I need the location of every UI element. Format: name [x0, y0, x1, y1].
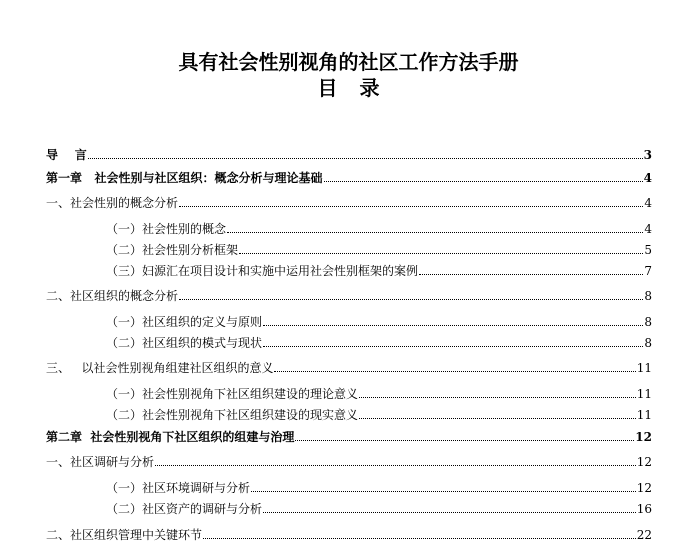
toc-entry[interactable]	[46, 450, 652, 470]
toc-entry[interactable]	[106, 238, 652, 258]
toc-entry[interactable]	[106, 259, 652, 279]
toc-entry-label: （二）社会性别视角下社区组织建设的现实意义	[106, 408, 359, 422]
toc-entry-label: （二）社区资产的调研与分析	[106, 502, 263, 516]
toc-entry[interactable]	[106, 331, 652, 351]
toc-entry-label: 第二章 社会性别视角下社区组织的组建与治理	[46, 430, 295, 444]
dot-leader	[263, 325, 643, 326]
toc-entry-page-number: 8	[644, 315, 652, 329]
toc-entry[interactable]	[106, 497, 652, 517]
dot-leader	[203, 538, 636, 539]
dot-leader	[179, 206, 643, 207]
toc-entry[interactable]	[46, 191, 652, 211]
toc-entry[interactable]	[46, 356, 652, 376]
dot-leader	[274, 371, 635, 372]
toc-entry[interactable]	[46, 143, 652, 163]
toc-entry-label: （三）妇源汇在项目设计和实施中运用社会性别框架的案例	[106, 264, 419, 278]
toc-entry-label: （二）社区组织的模式与现状	[106, 336, 263, 350]
toc-entry-label: （一）社区环境调研与分析	[106, 481, 251, 495]
toc-entry[interactable]	[46, 284, 652, 304]
toc-entry-page-number: 3	[643, 148, 652, 162]
dot-leader	[419, 274, 643, 275]
toc-entry-label: 第一章 社会性别与社区组织：概念分析与理论基础	[46, 171, 323, 185]
toc-entry-page-number: 11	[636, 361, 652, 375]
toc-entry-label: 导 言	[46, 148, 87, 162]
toc-entry-page-number: 12	[636, 481, 652, 495]
toc-entry-page-number: 4	[643, 171, 652, 185]
toc-entry[interactable]	[46, 166, 652, 186]
toc-entry[interactable]	[46, 523, 652, 543]
toc-entry-label: 二、社区组织管理中关键环节	[46, 528, 203, 542]
dot-leader	[295, 440, 634, 441]
dot-leader	[359, 418, 636, 419]
toc-entry-page-number: 16	[636, 502, 652, 516]
toc-entry-label: （二）社会性别分析框架	[106, 243, 239, 257]
toc-entry[interactable]	[106, 382, 652, 402]
toc-entry[interactable]	[106, 217, 652, 237]
toc-entry-page-number: 8	[644, 289, 652, 303]
dot-leader	[263, 346, 643, 347]
dot-leader	[179, 299, 643, 300]
document-title: 具有社会性别视角的社区工作方法手册	[178, 50, 519, 74]
dot-leader	[324, 181, 643, 182]
toc-entry-page-number: 22	[636, 528, 652, 542]
dot-leader	[251, 491, 636, 492]
document-subtitle: 目录	[317, 76, 402, 100]
dot-leader	[263, 512, 636, 513]
toc-entry-page-number: 12	[635, 430, 652, 444]
toc-entry-page-number: 7	[644, 264, 652, 278]
dot-leader	[239, 253, 643, 254]
toc-entry-page-number: 4	[644, 222, 652, 236]
dot-leader	[155, 465, 636, 466]
dot-leader	[88, 158, 643, 159]
toc-entry-label: 一、社区调研与分析	[46, 455, 155, 469]
toc-entry[interactable]	[106, 310, 652, 330]
toc-entry-page-number: 5	[644, 243, 652, 257]
toc-entry-page-number: 12	[636, 455, 652, 469]
toc-entry-label: （一）社区组织的定义与原则	[106, 315, 263, 329]
toc-entry-label: （一）社会性别的概念	[106, 222, 227, 236]
toc-entry-page-number: 11	[636, 408, 652, 422]
toc-entry[interactable]	[46, 425, 652, 445]
toc-entry[interactable]	[106, 403, 652, 423]
toc-entry-label: （一）社会性别视角下社区组织建设的理论意义	[106, 387, 359, 401]
toc-entry-page-number: 4	[644, 196, 652, 210]
toc-entry-page-number: 8	[644, 336, 652, 350]
dot-leader	[227, 232, 643, 233]
toc-entry-label: 一、社会性别的概念分析	[46, 196, 179, 210]
toc-entry[interactable]	[106, 476, 652, 496]
dot-leader	[359, 397, 636, 398]
toc-entry-page-number: 11	[636, 387, 652, 401]
toc-entry-label: 二、社区组织的概念分析	[46, 289, 179, 303]
toc-entry-label: 三、 以社会性别视角组建社区组织的意义	[46, 361, 274, 375]
